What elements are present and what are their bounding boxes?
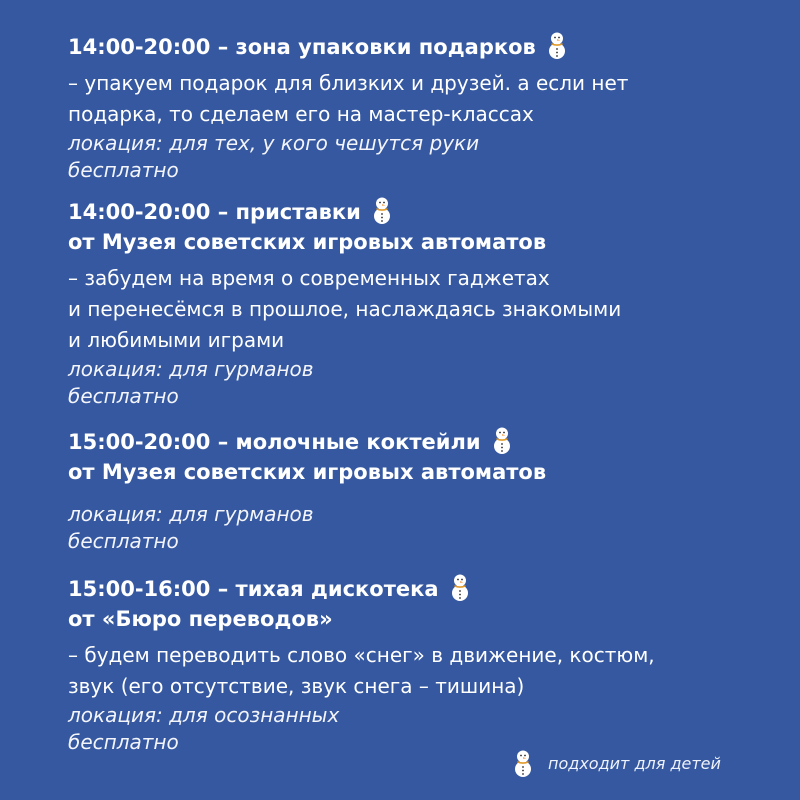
event-title (68, 425, 768, 487)
event-meta (68, 501, 768, 555)
event-description (68, 640, 768, 702)
event-title (68, 30, 768, 62)
event-meta (68, 130, 768, 184)
event-description-line: – будем переводить слово «снег» в движение, костюм, (68, 643, 655, 667)
event-description (68, 263, 768, 356)
event-price: бесплатно (68, 158, 179, 182)
legend-text: подходит для детей (548, 753, 721, 773)
event-title-line: 14:00-20:00 – зона упаковки подарков (68, 35, 536, 59)
event-silent-disco (68, 572, 768, 756)
snowman-icon (371, 195, 393, 225)
event-title-line: 15:00-20:00 – молочные коктейли (68, 430, 481, 454)
event-description-line: подарка, то сделаем его на мастер-классах (68, 102, 534, 126)
legend (512, 748, 721, 778)
event-title-line: 14:00-20:00 – приставки (68, 200, 361, 224)
event-consoles (68, 195, 768, 410)
event-price: бесплатно (68, 384, 179, 408)
event-price: бесплатно (68, 529, 179, 553)
snowman-icon (546, 30, 568, 60)
event-description-line: и любимыми играми (68, 328, 285, 352)
event-title-line: от Музея советских игровых автоматов (68, 230, 547, 254)
event-title-line: 15:00-16:00 – тихая дискотека (68, 577, 439, 601)
event-price: бесплатно (68, 730, 179, 754)
event-description-line: и перенесёмся в прошлое, наслаждаясь знакомыми (68, 297, 622, 321)
event-location: локация: для гурманов (68, 357, 314, 381)
event-description-line: звук (его отсутствие, звук снега – тишина) (68, 674, 525, 698)
event-location: локация: для тех, у кого чешутся руки (68, 131, 480, 155)
event-description (68, 68, 768, 130)
event-meta (68, 356, 768, 410)
event-title (68, 572, 768, 634)
event-description-line: – упакуем подарок для близких и друзей. а если нет (68, 71, 629, 95)
event-location: локация: для осознанных (68, 703, 340, 727)
event-wrapping-zone (68, 30, 768, 184)
event-location: локация: для гурманов (68, 502, 314, 526)
event-title (68, 195, 768, 257)
event-title-line: от Музея советских игровых автоматов (68, 460, 547, 484)
snowman-icon (491, 425, 513, 455)
event-description-line: – забудем на время о современных гаджетах (68, 266, 550, 290)
event-title-line: от «Бюро переводов» (68, 607, 333, 631)
event-milkshakes (68, 425, 768, 555)
snowman-icon (512, 748, 534, 778)
snowman-icon (449, 572, 471, 602)
